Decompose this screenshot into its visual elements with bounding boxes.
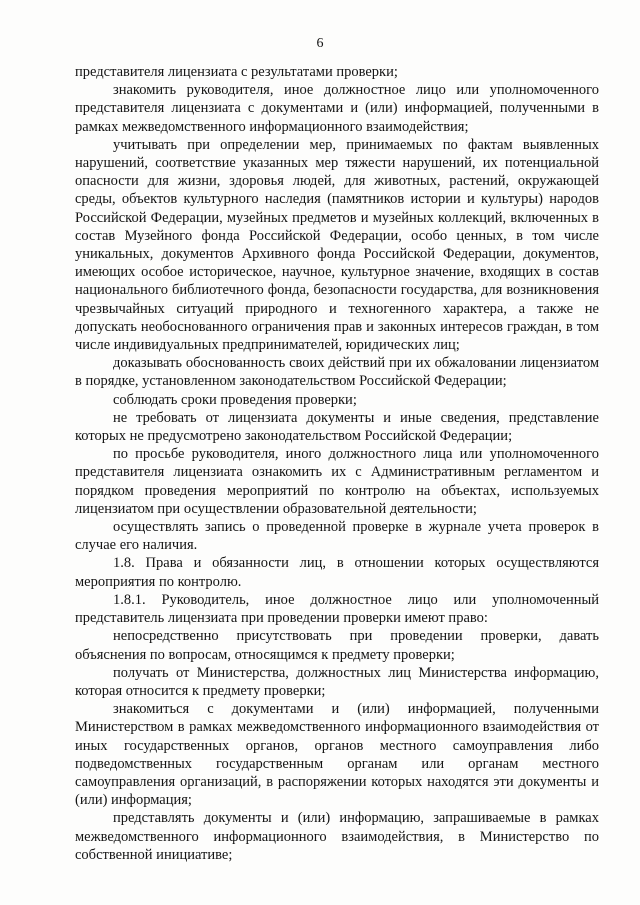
- paragraph: знакомить руководителя, иное должностное лицо или уполномоченного представителя лицензиата с документами и (или) информацией, полученными в рамках межведомственного информационного взаимодействия;: [75, 82, 599, 135]
- paragraph: учитывать при определении мер, принимаемых по фактам выявленных нарушений, соответствие указанных мер тяжести нарушений, их потенциальной опасности для жизни, здоровья людей, для животных, растений, окружающей среды, объектов культурного наследия (памятников истории и культуры) народов Российской Федерации, музейных предметов и музейных коллекций, включенных в состав Музейного фонда Российской Федерации, особо ценных, в том числе уникальных, документов Архивного фонда Российской Федерации, документов, имеющих особое историческое, научное, культурное значение, входящих в состав национального библиотечного фонда, безопасности государства, для возникновения чрезвычайных ситуаций природного и техногенного характера, а также не допускать необоснованного ограничения прав и законных интересов граждан, в том числе индивидуальных предпринимателей, юридических лиц;: [75, 136, 599, 354]
- section-heading: 1.8. Права и обязанности лиц, в отношении которых осуществляются мероприятия по контролю.: [75, 555, 599, 590]
- paragraph: доказывать обоснованность своих действий при их обжаловании лицензиатом в порядке, установленном законодательством Российской Федерации;: [75, 355, 599, 390]
- paragraph: не требовать от лицензиата документы и иные сведения, представление которых не предусмотрено законодательством Российской Федерации;: [75, 409, 599, 445]
- paragraph: получать от Министерства, должностных лиц Министерства информацию, которая относится к предмету проверки;: [75, 664, 599, 699]
- paragraph: по просьбе руководителя, иного должностного лица или уполномоченного представителя лицензиата ознакомить их с Административным регламентом и порядком проведения мероприятий по контролю на объектах, используемых лицензиатом при осуществлении образовательной деятельности;: [75, 446, 599, 517]
- paragraph: представителя лицензиата с результатами проверки;: [75, 64, 398, 80]
- paragraph: знакомиться с документами и (или) информацией, полученными Министерством в рамках межведомственного информационного взаимодействия от иных государственных органов, органов местного самоуправления либо подведомственных государственным органам или органам местного самоуправления организаций, в распоряжении которых находятся эти документы и (или) информация;: [75, 701, 599, 809]
- page-number: 6: [316, 36, 324, 51]
- paragraph: осуществлять запись о проведенной проверке в журнале учета проверок в случае его наличия.: [75, 519, 599, 554]
- paragraph: представлять документы и (или) информацию, запрашиваемые в рамках межведомственного информационного взаимодействия, в Министерство по собственной инициативе;: [75, 810, 599, 863]
- document-body: [75, 63, 599, 864]
- subsection-paragraph: 1.8.1. Руководитель, иное должностное лицо или уполномоченный представитель лицензиата при проведении проверки имеют право:: [75, 591, 599, 627]
- paragraph: непосредственно присутствовать при проведении проверки, давать объяснения по вопросам, относящимся к предмету проверки;: [75, 628, 599, 663]
- paragraph: соблюдать сроки проведения проверки;: [113, 391, 357, 408]
